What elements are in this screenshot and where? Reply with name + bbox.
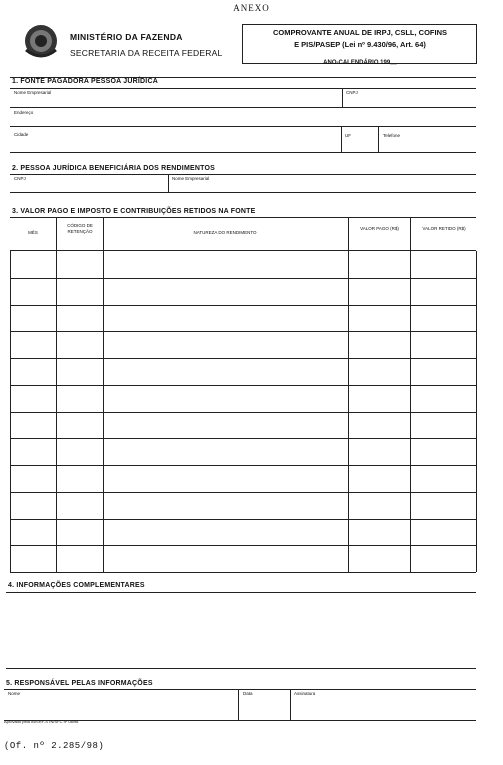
- responsavel-assinatura-field[interactable]: [292, 690, 474, 718]
- fonte-cidade-field[interactable]: [12, 127, 340, 151]
- table-row[interactable]: [10, 492, 476, 519]
- col-mes-header: MÊS: [28, 230, 38, 235]
- table-row[interactable]: [10, 251, 476, 278]
- rule-line: [342, 89, 343, 107]
- fonte-cnpj-field[interactable]: [344, 89, 474, 106]
- secretaria-name: SECRETARIA DA RECEITA FEDERAL: [70, 48, 223, 58]
- rule-line: [238, 690, 239, 720]
- rule-line: [410, 218, 411, 250]
- table-row[interactable]: [10, 278, 476, 305]
- rule-line: [56, 251, 57, 572]
- rule-line: [410, 251, 411, 572]
- rule-line: [103, 251, 104, 572]
- responsavel-data-field[interactable]: [240, 690, 288, 718]
- rule-line: [10, 217, 476, 218]
- approval-footnote: Aprovado pela IN/SRF-STN/SFC nº 08/98: [4, 719, 79, 724]
- beneficiaria-cnpj-label: CNPJ: [14, 176, 26, 181]
- fonte-telefone-field[interactable]: [379, 127, 474, 151]
- fonte-telefone-label: Telefone: [383, 133, 401, 138]
- rule-line: [10, 251, 11, 572]
- fonte-endereco-label: Endereço: [14, 110, 34, 115]
- table-row[interactable]: [10, 305, 476, 332]
- responsavel-assinatura-label: Assinatura: [294, 691, 316, 696]
- form-title-line1: COMPROVANTE ANUAL DE IRPJ, CSLL, COFINS: [272, 28, 448, 37]
- rule-line: [476, 251, 477, 572]
- rule-line: [10, 192, 476, 193]
- table-row[interactable]: [10, 385, 476, 412]
- table-row[interactable]: [10, 331, 476, 358]
- fonte-nome-label: Nome Empresarial: [14, 90, 52, 95]
- beneficiaria-cnpj-field[interactable]: [12, 175, 167, 191]
- section3-title: 3. VALOR PAGO E IMPOSTO E CONTRIBUIÇÕES RETIDOS NA FONTE: [12, 208, 256, 215]
- beneficiaria-nome-label: Nome Empresarial: [172, 176, 210, 181]
- rule-line: [348, 251, 349, 572]
- rule-line: [103, 218, 104, 250]
- fonte-uf-label: UF: [345, 133, 351, 138]
- col-codigo-header: CÓDIGO DE RETENÇÃO: [67, 223, 93, 234]
- rule-line: [56, 218, 57, 250]
- section5-title: 5. RESPONSÁVEL PELAS INFORMAÇÕES: [6, 680, 153, 687]
- section4-title: 4. INFORMAÇÕES COMPLEMENTARES: [8, 582, 145, 589]
- rule-line: [348, 218, 349, 250]
- rule-line: [10, 152, 476, 153]
- form-title-line2: E PIS/PASEP (Lei nº 9.430/96, Art. 64): [294, 40, 426, 49]
- ano-calendario: ANO-CALENDÁRIO 199__: [323, 60, 397, 66]
- fonte-uf-field[interactable]: [342, 127, 377, 151]
- section1-title: 1. FONTE PAGADORA PESSOA JURÍDICA: [12, 78, 158, 85]
- col-valor-pago-header: VALOR PAGO (R$): [360, 226, 399, 231]
- fonte-endereco-field[interactable]: [12, 108, 474, 126]
- fonte-cidade-label: Cidade: [14, 132, 29, 137]
- col-natureza-header: NATUREZA DO RENDIMENTO: [193, 230, 257, 235]
- table-row[interactable]: [10, 358, 476, 385]
- informacoes-complementares-field[interactable]: [8, 594, 474, 666]
- rule-line: [290, 690, 291, 720]
- table-row[interactable]: [10, 412, 476, 439]
- fonte-cnpj-label: CNPJ: [346, 90, 358, 95]
- responsavel-nome-label: Nome: [8, 691, 21, 696]
- oficio-number: (Of. nº 2.285/98): [4, 741, 105, 751]
- annex-label: ANEXO: [233, 3, 270, 13]
- fonte-nome-field[interactable]: [12, 89, 342, 106]
- section2-title: 2. PESSOA JURÍDICA BENEFICIÁRIA DOS RENDIMENTOS: [12, 165, 215, 172]
- rule-line: [6, 668, 476, 669]
- ministry-name: MINISTÉRIO DA FAZENDA: [70, 32, 183, 42]
- table-row[interactable]: [10, 438, 476, 465]
- table-row[interactable]: [10, 545, 476, 572]
- rule-line: [6, 592, 476, 593]
- table-row[interactable]: [10, 519, 476, 546]
- responsavel-data-label: Data: [243, 691, 253, 696]
- col-valor-retido-header: VALOR RETIDO (R$): [422, 226, 466, 231]
- responsavel-nome-field[interactable]: [6, 690, 238, 718]
- table-row[interactable]: [10, 465, 476, 492]
- rule-line: [10, 572, 476, 573]
- coat-of-arms-emblem: [22, 22, 60, 60]
- beneficiaria-nome-field[interactable]: [169, 175, 474, 191]
